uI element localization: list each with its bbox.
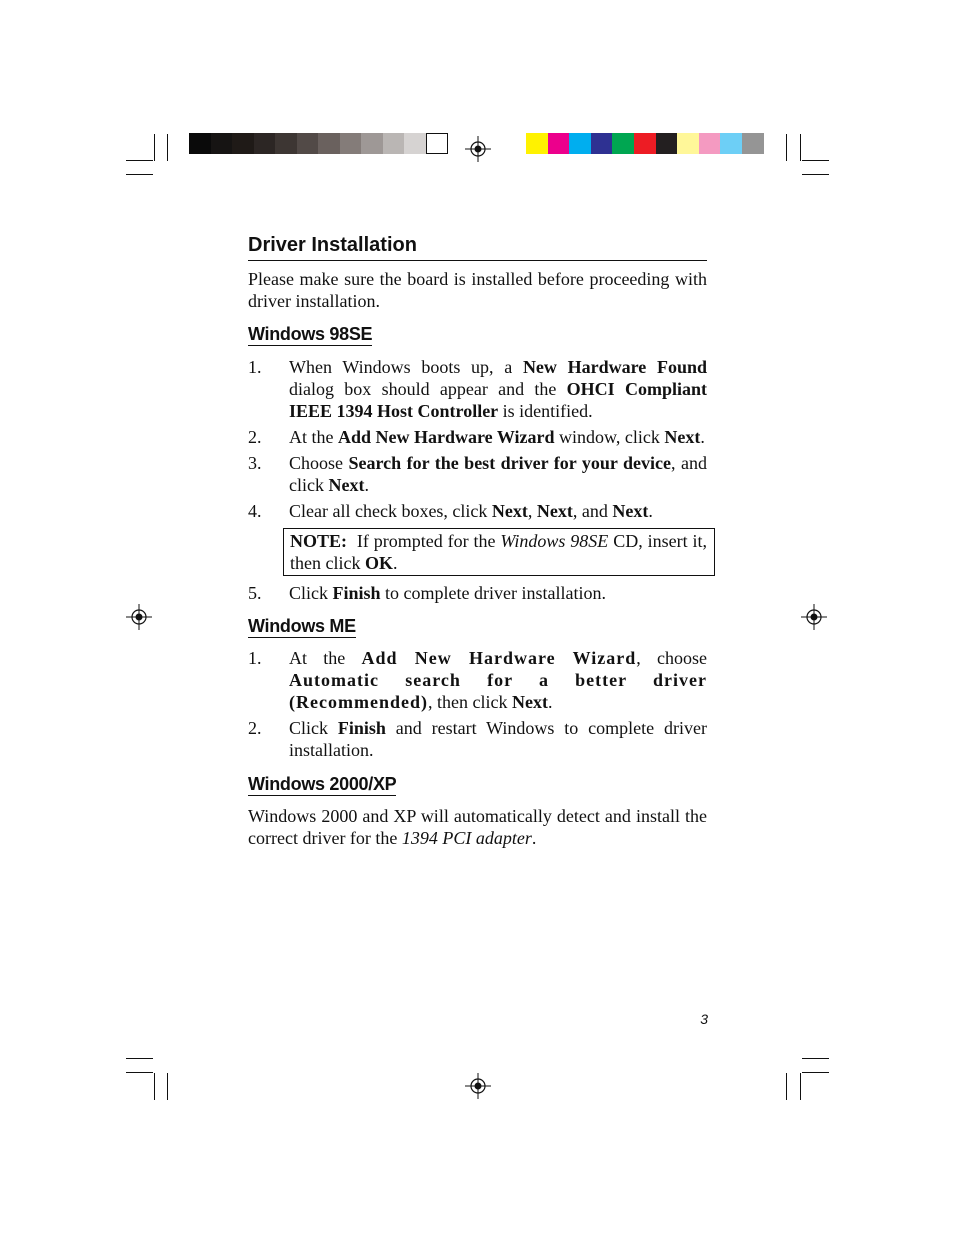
registration-mark-icon [465, 136, 491, 162]
section-title-windows-98se: Windows 98SE [248, 324, 373, 344]
color-swatch [340, 133, 362, 154]
registration-mark-icon [126, 604, 152, 630]
list-item: 5. Click Finish to complete driver installation. [248, 583, 606, 603]
note-box: NOTE: If prompted for the Windows 98SE CD, insert it, then click OK. [283, 528, 715, 576]
color-swatch [548, 133, 570, 154]
color-swatch [699, 133, 721, 154]
color-swatch [318, 133, 340, 154]
registration-mark-icon [465, 1073, 491, 1099]
color-swatch [232, 133, 254, 154]
color-swatch [591, 133, 613, 154]
color-swatch [383, 133, 405, 154]
color-swatch [189, 133, 211, 154]
color-swatch [720, 133, 742, 154]
section-title-windows-2000-xp: Windows 2000/XP [248, 774, 397, 794]
color-swatch [656, 133, 678, 154]
page-content [248, 232, 707, 849]
color-swatch [254, 133, 276, 154]
section-title-windows-me: Windows ME [248, 616, 356, 636]
registration-mark-icon [801, 604, 827, 630]
color-swatch [634, 133, 656, 154]
page-title: Driver Installation [248, 232, 707, 261]
color-swatch [361, 133, 383, 154]
list-item: 1. When Windows boots up, a New Hardware Found dialog box should appear and the OHCI Compliant IEEE 1394 Host Controller is identified. [248, 357, 708, 421]
windows-98se-steps [248, 356, 707, 604]
page-number: 3 [700, 1011, 708, 1027]
color-swatch [677, 133, 699, 154]
color-swatch [569, 133, 591, 154]
color-swatch [297, 133, 319, 154]
color-swatch [612, 133, 634, 154]
color-swatch [742, 133, 764, 154]
intro-paragraph: Please make sure the board is installed before proceeding with driver installation. [248, 269, 707, 311]
list-item: 3. Choose Search for the best driver for your device, and click Next. [248, 453, 707, 495]
color-swatch [275, 133, 297, 154]
list-item: 1. At the Add New Hardware Wizard, choose Automatic search for a better driver (Recommended), then click Next. [248, 648, 707, 712]
color-swatch [526, 133, 548, 154]
list-item: 4. Clear all check boxes, click Next, Next, and Next. [248, 501, 653, 521]
list-item: 2. Click Finish and restart Windows to complete driver installation. [248, 718, 707, 760]
color-swatch [211, 133, 233, 154]
color-swatch [404, 133, 426, 154]
windows-2000-xp-paragraph: Windows 2000 and XP will automatically detect and install the correct driver for the 1394 PCI adapter. [248, 806, 707, 848]
color-swatch [426, 133, 448, 154]
list-item: 2. At the Add New Hardware Wizard window, click Next. [248, 427, 705, 447]
windows-me-steps [248, 647, 707, 761]
